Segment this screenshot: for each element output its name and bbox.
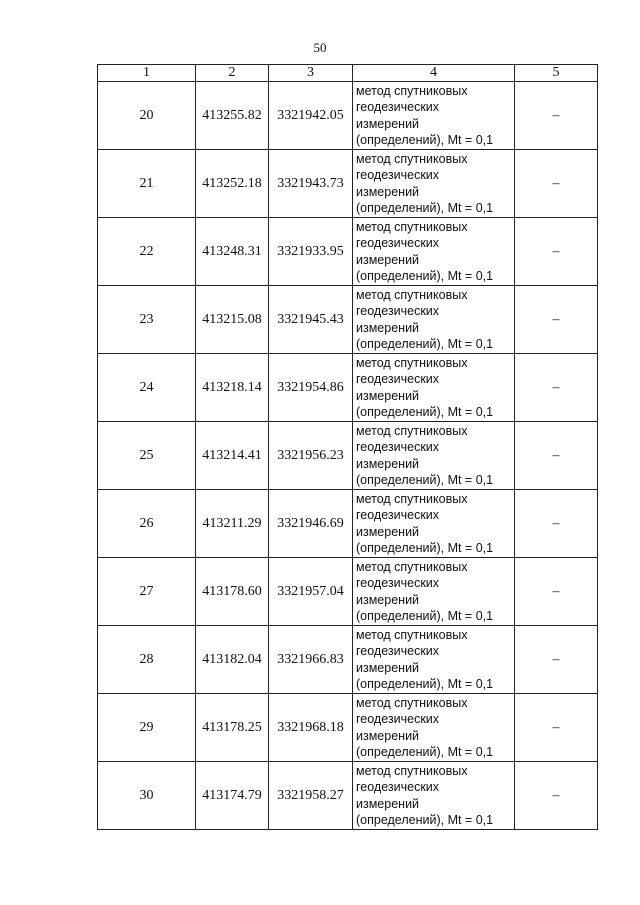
method-cell bbox=[353, 82, 515, 150]
method-cell bbox=[353, 762, 515, 830]
x-coordinate-cell: 413178.25 bbox=[196, 694, 269, 762]
table-row bbox=[98, 558, 598, 626]
x-coordinate-cell: 413178.60 bbox=[196, 558, 269, 626]
note-cell: – bbox=[515, 422, 598, 490]
header-col-4: 4 bbox=[353, 65, 515, 82]
page-number: 50 bbox=[313, 40, 327, 55]
note-cell: – bbox=[515, 626, 598, 694]
method-cell bbox=[353, 558, 515, 626]
table-body bbox=[98, 82, 598, 830]
method-text-line: геодезических bbox=[356, 236, 440, 250]
method-text-line: (определений), Mt = 0,1 bbox=[356, 609, 494, 623]
header-col-5: 5 bbox=[515, 65, 598, 82]
method-text-line: метод спутниковых bbox=[356, 423, 468, 438]
method-cell bbox=[353, 354, 515, 422]
note-cell: – bbox=[515, 150, 598, 218]
point-number-cell: 25 bbox=[98, 422, 196, 490]
y-coordinate-cell: 3321946.69 bbox=[269, 490, 353, 558]
method-text-line: геодезических bbox=[356, 372, 440, 386]
method-text-line: метод спутниковых bbox=[356, 763, 468, 778]
method-text-line: геодезических bbox=[356, 304, 440, 318]
point-number-cell: 28 bbox=[98, 626, 196, 694]
point-number-cell: 21 bbox=[98, 150, 196, 218]
point-number-cell: 20 bbox=[98, 82, 196, 150]
method-text-line: измерений bbox=[356, 524, 420, 539]
note-cell: – bbox=[515, 694, 598, 762]
method-text-line: метод спутниковых bbox=[356, 219, 468, 234]
y-coordinate-cell: 3321945.43 bbox=[269, 286, 353, 354]
table-row bbox=[98, 762, 598, 830]
method-text-line: измерений bbox=[356, 320, 420, 335]
point-number-cell: 29 bbox=[98, 694, 196, 762]
method-cell bbox=[353, 422, 515, 490]
method-text-line: измерений bbox=[356, 728, 420, 743]
point-number-cell: 27 bbox=[98, 558, 196, 626]
table-row bbox=[98, 150, 598, 218]
method-text-line: геодезических bbox=[356, 440, 440, 454]
table-row bbox=[98, 354, 598, 422]
header-col-1: 1 bbox=[98, 65, 196, 82]
method-text-line: измерений bbox=[356, 116, 420, 131]
method-text-line: измерений bbox=[356, 796, 420, 811]
method-text-line: (определений), Mt = 0,1 bbox=[356, 337, 494, 351]
method-text-line: геодезических bbox=[356, 508, 440, 522]
method-text-line: метод спутниковых bbox=[356, 491, 468, 506]
method-text-line: (определений), Mt = 0,1 bbox=[356, 745, 494, 759]
y-coordinate-cell: 3321943.73 bbox=[269, 150, 353, 218]
method-text-line: геодезических bbox=[356, 576, 440, 590]
method-text-line: метод спутниковых bbox=[356, 559, 468, 574]
method-text-line: геодезических bbox=[356, 712, 440, 726]
method-text-line: метод спутниковых bbox=[356, 83, 468, 98]
header-col-2: 2 bbox=[196, 65, 269, 82]
method-text-line: измерений bbox=[356, 184, 420, 199]
point-number-cell: 26 bbox=[98, 490, 196, 558]
x-coordinate-cell: 413218.14 bbox=[196, 354, 269, 422]
method-text-line: геодезических bbox=[356, 168, 440, 182]
note-cell: – bbox=[515, 286, 598, 354]
y-coordinate-cell: 3321966.83 bbox=[269, 626, 353, 694]
point-number-cell: 24 bbox=[98, 354, 196, 422]
table-row bbox=[98, 422, 598, 490]
method-text-line: (определений), Mt = 0,1 bbox=[356, 677, 494, 691]
point-number-cell: 22 bbox=[98, 218, 196, 286]
method-text-line: (определений), Mt = 0,1 bbox=[356, 813, 494, 827]
y-coordinate-cell: 3321956.23 bbox=[269, 422, 353, 490]
method-text-line: измерений bbox=[356, 388, 420, 403]
y-coordinate-cell: 3321958.27 bbox=[269, 762, 353, 830]
method-cell bbox=[353, 286, 515, 354]
note-cell: – bbox=[515, 218, 598, 286]
x-coordinate-cell: 413248.31 bbox=[196, 218, 269, 286]
y-coordinate-cell: 3321933.95 bbox=[269, 218, 353, 286]
method-text-line: геодезических bbox=[356, 780, 440, 794]
table-row bbox=[98, 626, 598, 694]
y-coordinate-cell: 3321968.18 bbox=[269, 694, 353, 762]
method-text-line: (определений), Mt = 0,1 bbox=[356, 405, 494, 419]
table-row bbox=[98, 286, 598, 354]
method-cell bbox=[353, 626, 515, 694]
method-text-line: измерений bbox=[356, 456, 420, 471]
method-cell bbox=[353, 150, 515, 218]
y-coordinate-cell: 3321954.86 bbox=[269, 354, 353, 422]
method-text-line: (определений), Mt = 0,1 bbox=[356, 201, 494, 215]
method-text-line: метод спутниковых bbox=[356, 355, 468, 370]
method-text-line: измерений bbox=[356, 252, 420, 267]
note-cell: – bbox=[515, 490, 598, 558]
table-row bbox=[98, 82, 598, 150]
x-coordinate-cell: 413182.04 bbox=[196, 626, 269, 694]
note-cell: – bbox=[515, 558, 598, 626]
method-text-line: метод спутниковых bbox=[356, 695, 468, 710]
method-text-line: геодезических bbox=[356, 100, 440, 114]
note-cell: – bbox=[515, 762, 598, 830]
method-text-line: геодезических bbox=[356, 644, 440, 658]
header-col-3: 3 bbox=[269, 65, 353, 82]
x-coordinate-cell: 413252.18 bbox=[196, 150, 269, 218]
note-cell: – bbox=[515, 82, 598, 150]
point-number-cell: 23 bbox=[98, 286, 196, 354]
x-coordinate-cell: 413215.08 bbox=[196, 286, 269, 354]
method-text-line: измерений bbox=[356, 592, 420, 607]
table-row bbox=[98, 218, 598, 286]
method-text-line: (определений), Mt = 0,1 bbox=[356, 473, 494, 487]
coordinates-table bbox=[97, 64, 598, 830]
y-coordinate-cell: 3321942.05 bbox=[269, 82, 353, 150]
x-coordinate-cell: 413255.82 bbox=[196, 82, 269, 150]
method-text-line: (определений), Mt = 0,1 bbox=[356, 269, 494, 283]
method-text-line: метод спутниковых bbox=[356, 627, 468, 642]
method-cell bbox=[353, 218, 515, 286]
note-cell: – bbox=[515, 354, 598, 422]
table-row bbox=[98, 694, 598, 762]
method-text-line: (определений), Mt = 0,1 bbox=[356, 541, 494, 555]
method-text-line: метод спутниковых bbox=[356, 151, 468, 166]
x-coordinate-cell: 413214.41 bbox=[196, 422, 269, 490]
method-text-line: метод спутниковых bbox=[356, 287, 468, 302]
x-coordinate-cell: 413174.79 bbox=[196, 762, 269, 830]
x-coordinate-cell: 413211.29 bbox=[196, 490, 269, 558]
method-cell bbox=[353, 694, 515, 762]
method-text-line: измерений bbox=[356, 660, 420, 675]
y-coordinate-cell: 3321957.04 bbox=[269, 558, 353, 626]
table-header-row bbox=[98, 65, 598, 82]
table-row bbox=[98, 490, 598, 558]
method-cell bbox=[353, 490, 515, 558]
point-number-cell: 30 bbox=[98, 762, 196, 830]
method-text-line: (определений), Mt = 0,1 bbox=[356, 133, 494, 147]
